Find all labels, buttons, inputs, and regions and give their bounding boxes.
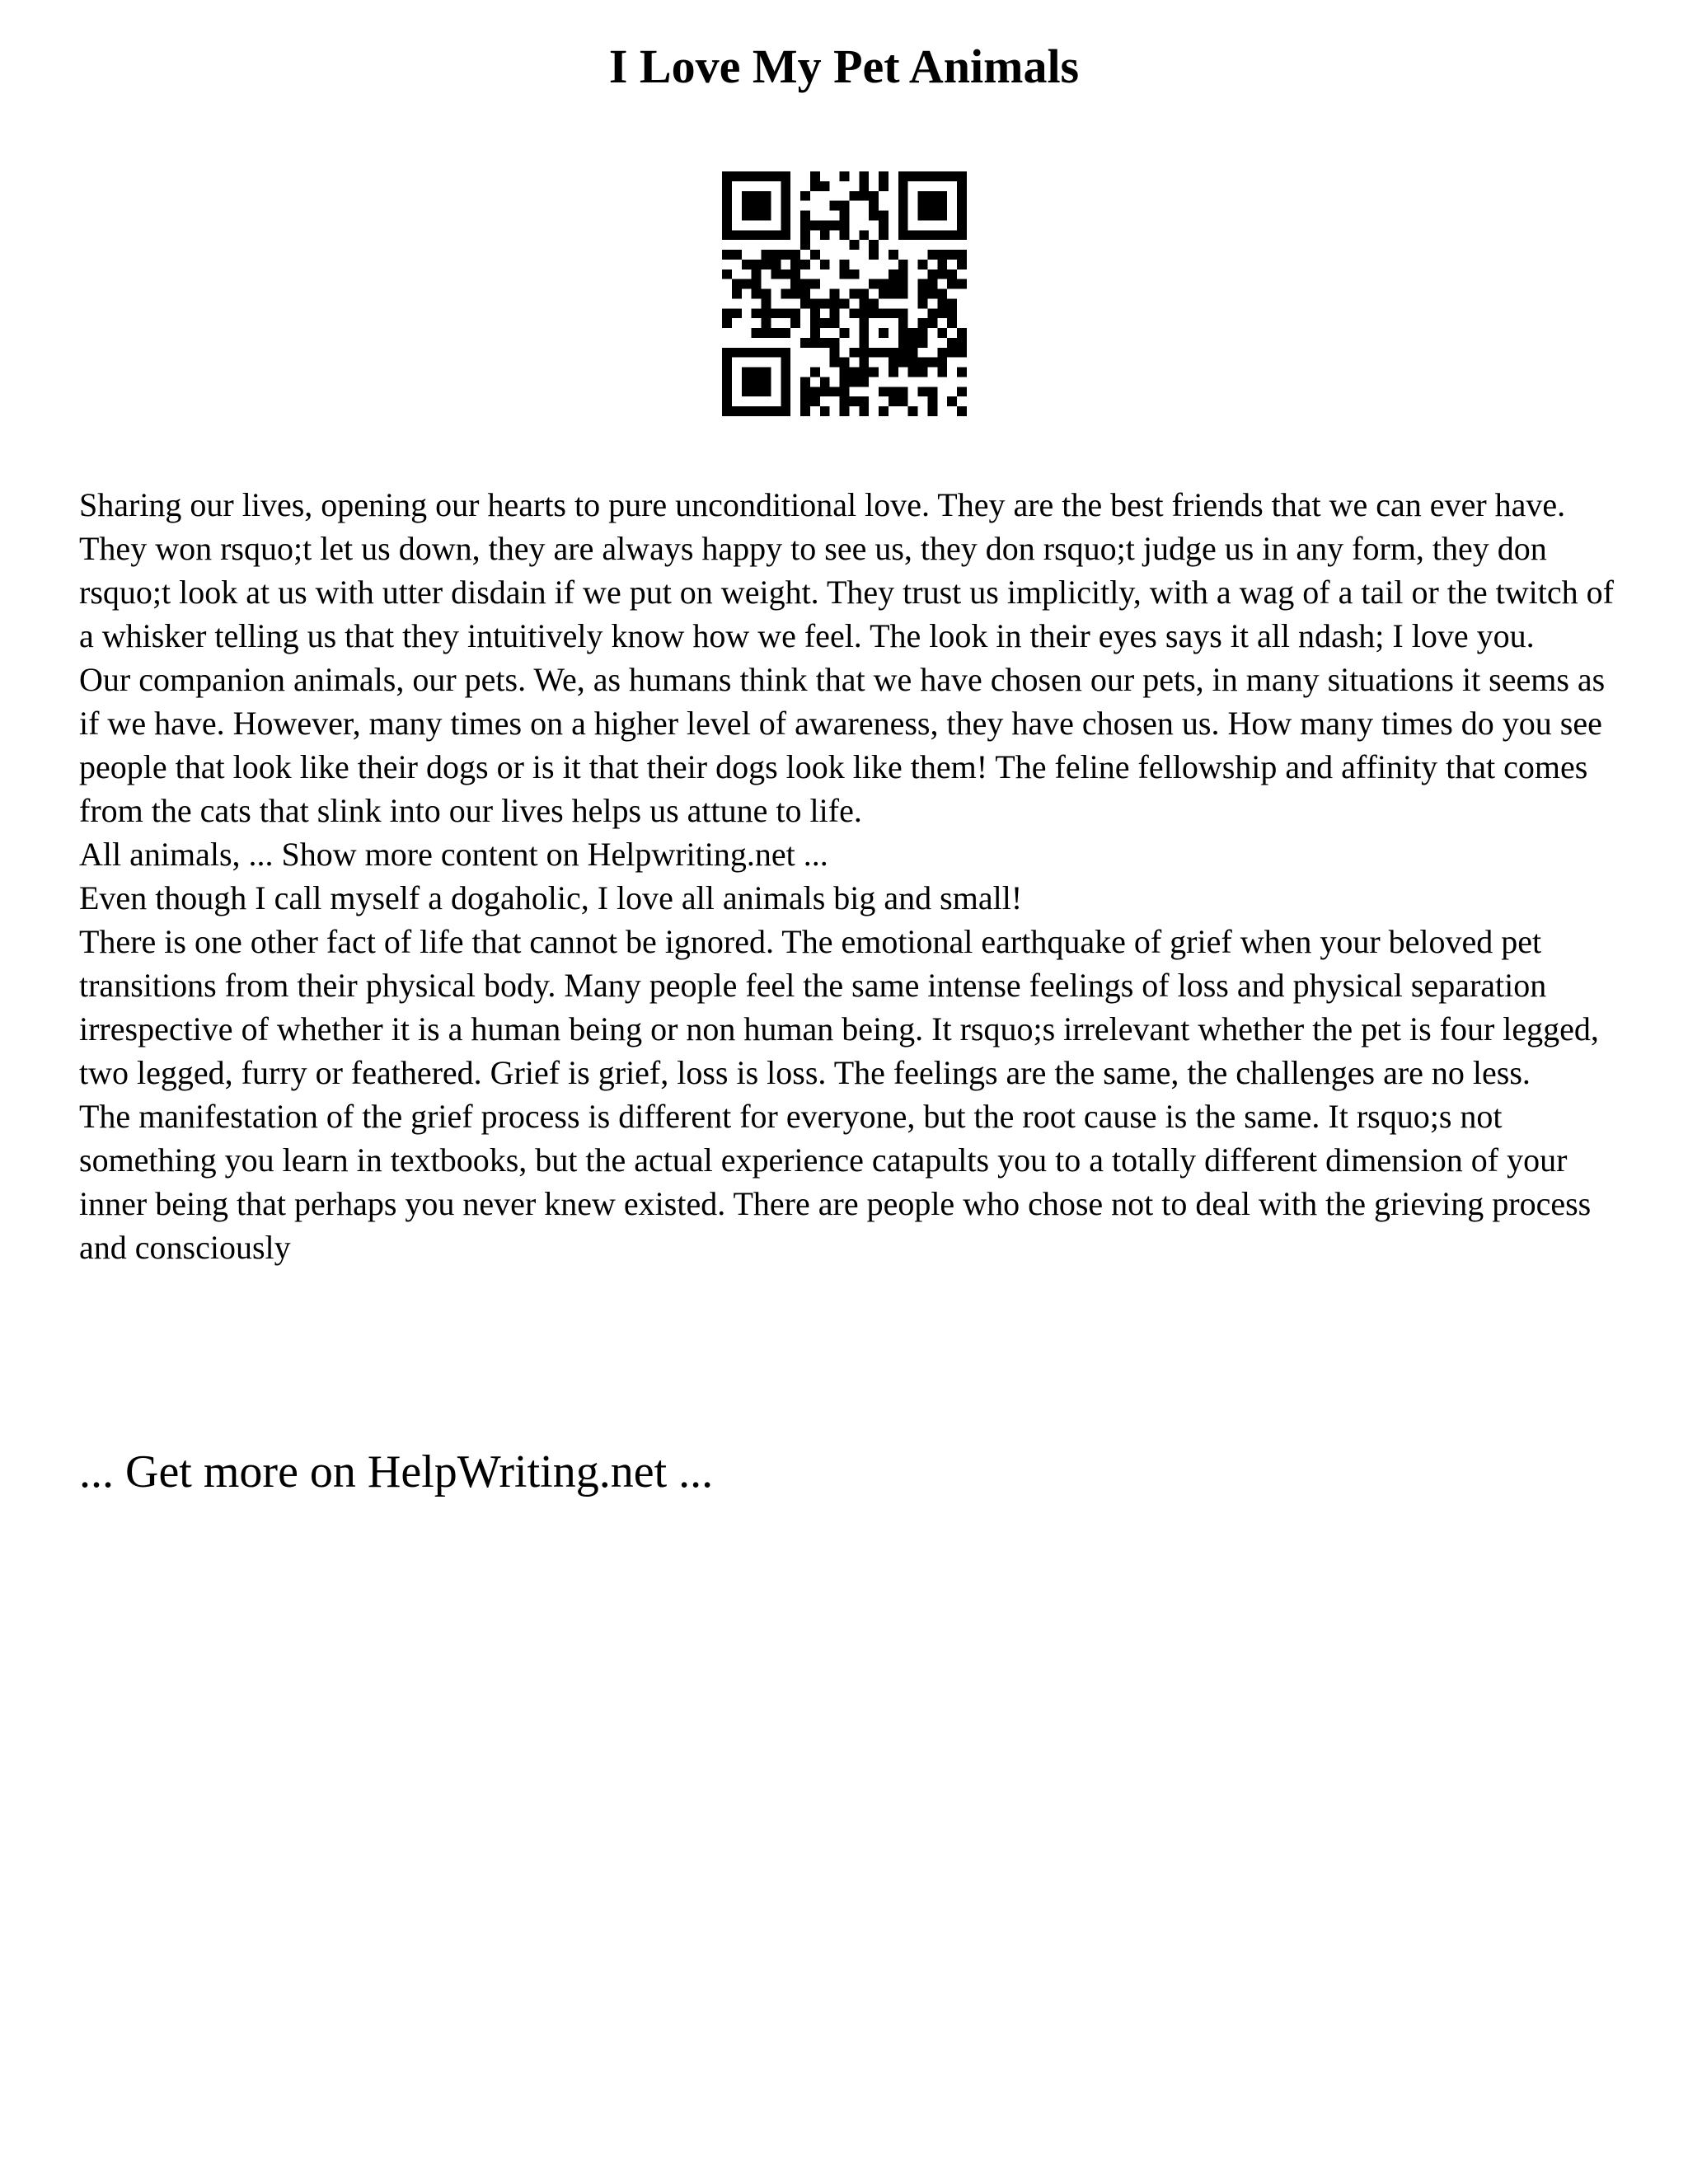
paragraph: There is one other fact of life that cannot be ignored. The emotional earthquake of grief when your beloved pet transitions from their physical body. Many people feel the same intense feelings of loss and physical separation irrespective of whether it is a human being or non human being. It rsquo;s irrelevant whether the pet is four legged, two legged, furry or feathered. Grief is grief, loss is loss. The feelings are the same, the challenges are no less. <box>79 923 1599 1091</box>
paragraph: Our companion animals, our pets. We, as humans think that we have chosen our pets, in many situations it seems as if we have. However, many times on a higher level of awareness, they have chosen us. How many times do you see people that look like their dogs or is it that their dogs look like them! The feline fellowship and affinity that comes from the cats that slink into our lives helps us attune to life. <box>79 661 1606 829</box>
get-more-link[interactable]: ... Get more on HelpWriting.net ... <box>79 1446 714 1497</box>
paragraph: Sharing our lives, opening our hearts to pure unconditional love. They are the best friends that we can ever have. They won rsquo;t let us down, they are always happy to see us, they don rsquo;t judge us in any form, they don rsquo;t look at us with utter disdain if we put on weight. They trust us implicitly, with a wag of a tail or the twitch of a whisker telling us that they intuitively know how we feel. The look in their eyes says it all ndash; I love you. <box>79 486 1614 654</box>
article-body <box>79 483 1629 1269</box>
page-title: I Love My Pet Animals <box>608 40 1080 93</box>
paragraph: Even though I call myself a dogaholic, I love all animals big and small! <box>79 879 1023 916</box>
paragraph: The manifestation of the grief process is different for everyone, but the root cause is the same. It rsquo;s not something you learn in textbooks, but the actual experience catapults you to a totally different dimension of your inner being that perhaps you never knew existed. There are people who chose not to deal with the grieving process and consciously <box>79 1098 1592 1266</box>
show-more-line: All animals, ... Show more content on Helpwriting.net ... <box>79 836 828 873</box>
qr-code-icon <box>722 171 967 416</box>
